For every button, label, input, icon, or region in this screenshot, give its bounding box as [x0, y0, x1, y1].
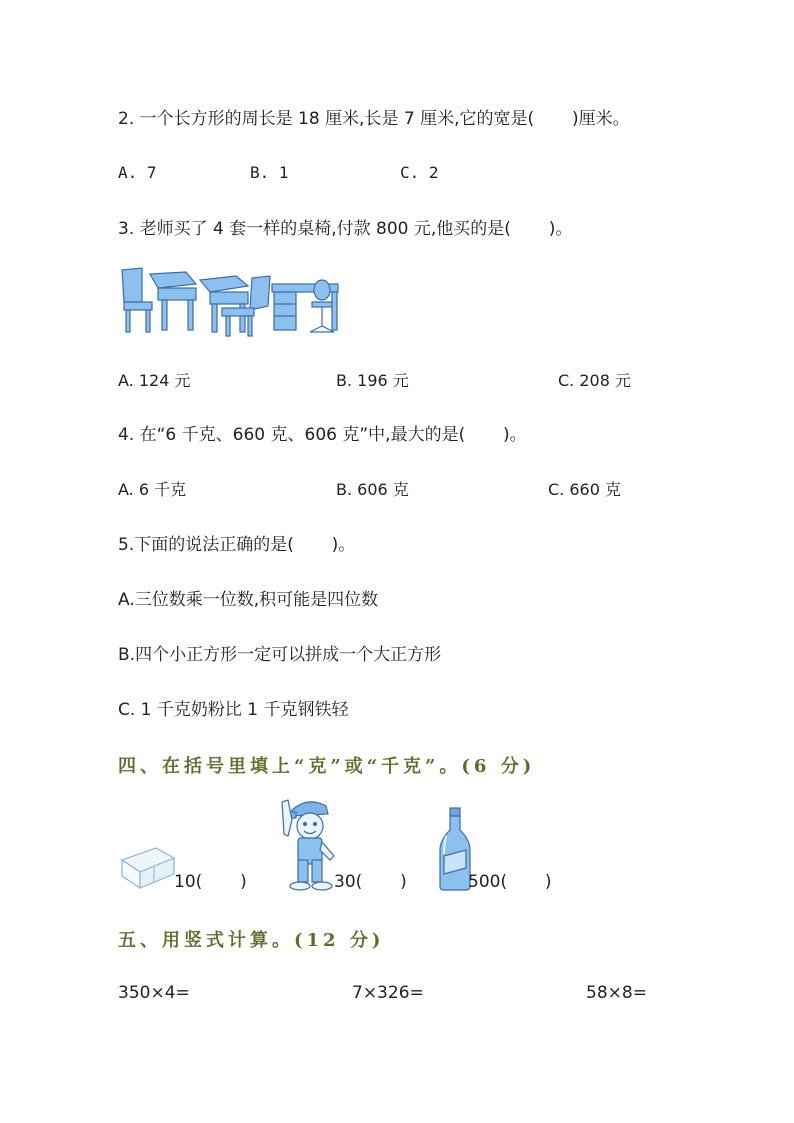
- q2-stem: 2. 一个长方形的周长是 18 厘米,长是 7 厘米,它的宽是( )厘米。: [118, 109, 630, 129]
- q2-option-c[interactable]: C. 2: [400, 163, 439, 182]
- desk-chair-icon: [122, 268, 196, 332]
- bottle-icon: [438, 806, 472, 892]
- q4-option-b[interactable]: B. 606 克: [336, 480, 409, 499]
- q3-option-a[interactable]: A. 124 元: [118, 371, 191, 390]
- desk-chair-icon: [200, 276, 270, 336]
- q2-option-b[interactable]: B. 1: [250, 163, 289, 182]
- calc-problem-2: 7×326=: [352, 983, 424, 1003]
- q2-option-a[interactable]: A. 7: [118, 163, 157, 182]
- boy-icon: [278, 796, 340, 892]
- q3-option-b[interactable]: B. 196 元: [336, 371, 409, 390]
- q5-option-a[interactable]: A.三位数乘一位数,积可能是四位数: [118, 590, 379, 610]
- q4-option-c[interactable]: C. 660 克: [548, 480, 621, 499]
- section-5-title: 五、用竖式计算。(12 分): [118, 930, 385, 951]
- q3-option-c[interactable]: C. 208 元: [558, 371, 631, 390]
- calc-problem-3: 58×8=: [586, 983, 647, 1003]
- q4-stem: 4. 在“6 千克、660 克、606 克”中,最大的是( )。: [118, 425, 527, 445]
- q4-option-a[interactable]: A. 6 千克: [118, 480, 187, 499]
- q5-option-c[interactable]: C. 1 千克奶粉比 1 千克钢铁轻: [118, 700, 349, 720]
- office-desk-icon: [272, 280, 338, 332]
- weight-blank-boy[interactable]: 30( ): [334, 872, 407, 892]
- desk-chair-illustration: [118, 266, 348, 340]
- q3-stem: 3. 老师买了 4 套一样的桌椅,付款 800 元,他买的是( )。: [118, 219, 573, 239]
- q5-stem: 5.下面的说法正确的是( )。: [118, 535, 356, 555]
- section-4-title: 四、在括号里填上“克”或“千克”。(6 分): [118, 756, 536, 777]
- eraser-icon: [118, 840, 176, 890]
- weight-blank-bottle[interactable]: 500( ): [468, 872, 552, 892]
- calc-problem-1: 350×4=: [118, 983, 190, 1003]
- q5-option-b[interactable]: B.四个小正方形一定可以拼成一个大正方形: [118, 645, 442, 665]
- weight-blank-eraser[interactable]: 10( ): [174, 872, 247, 892]
